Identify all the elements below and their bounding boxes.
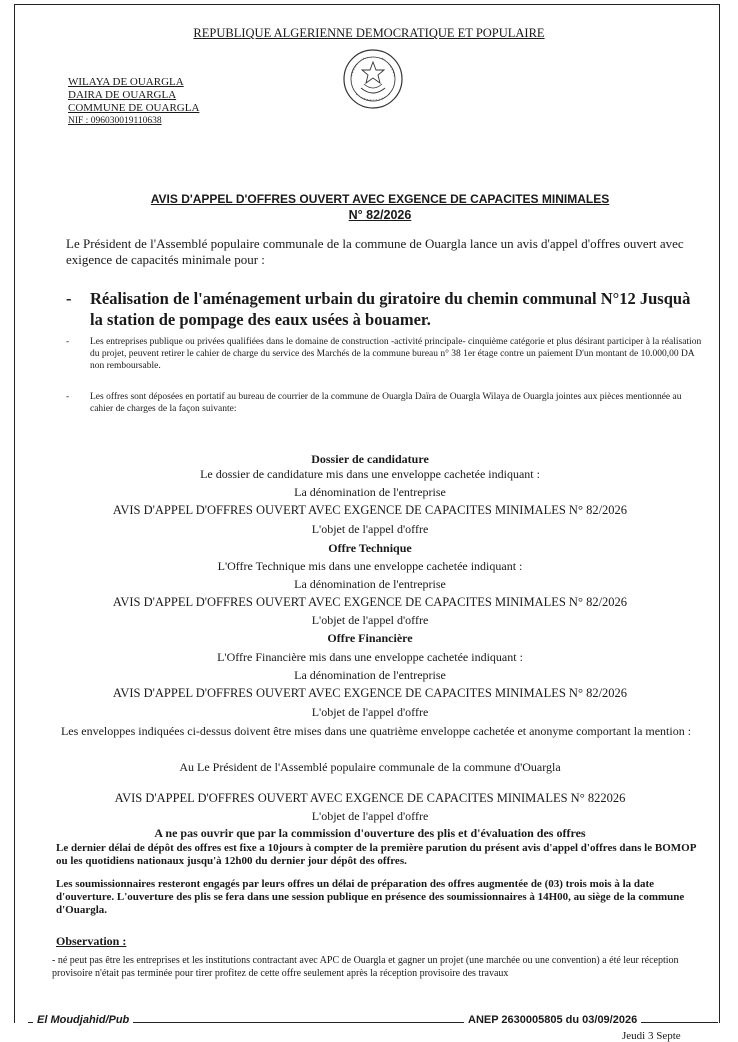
submission-text: - Les offres sont déposées en portatif au bureau de courrier de la commune de Ouargla Daïra de Ouargla Wilaya de Ouargla jointes aux pièces mentionnée au cahier de charges de la façon suivante: xyxy=(66,391,706,415)
financiere-line-4: L'objet de l'appel d'offre xyxy=(311,705,429,719)
financiere-line-1: L'Offre Financière mis dans une enveloppe cachetée indiquant : xyxy=(217,650,523,664)
envelope-line-3: AVIS D'APPEL D'OFFRES OUVERT AVEC EXGENCE DE CAPACITES MINIMALES N° 822026 xyxy=(114,791,626,805)
observation-title: Observation : xyxy=(56,934,127,948)
eligibility-item xyxy=(66,336,706,372)
financiere-line-3: AVIS D'APPEL D'OFFRES OUVERT AVEC EXGENCE DE CAPACITES MINIMALES N° 82/2026 xyxy=(112,686,628,700)
submission-item xyxy=(66,391,706,415)
wilaya-label: WILAYA DE OUARGLA xyxy=(68,76,184,88)
notice-title: AVIS D'APPEL D'OFFRES OUVERT AVEC EXGENCE DE CAPACITES MINIMALES xyxy=(150,192,610,206)
page-date-corner: Jeudi 3 Septe xyxy=(622,1030,681,1042)
observation-text: - né peut pas être les entreprises et les institutions contractant avec APC de Ouargla et gagner un projet (une marchée ou une convention) a été leur réception provisoire n'était pas terminée pour tirer profitez de cette offre seulement après la réception provisoire des travaux xyxy=(52,955,679,979)
envelope-line-1: Les enveloppes indiquées ci-dessus doivent être mises dans une quatrième enveloppe cachetée et anonyme comportant la mention : xyxy=(60,724,692,738)
eligibility-text: - Les entreprises publique ou privées qualifiées dans le domaine de construction -activité principale- cinquième catégorie et plus désirant participer à la réalisation du projet, peuvent retirer le cahier de charge du service des Marchés de la commune bureau n° 38 1er étage contre un paiement D'un montant de 10.000,00 DA non remboursable. xyxy=(66,336,706,372)
administration-block xyxy=(68,76,199,128)
dossier-line-4: L'objet de l'appel d'offre xyxy=(311,522,429,536)
envelope-line-5: A ne pas ouvrir que par la commission d'ouverture des plis et d'évaluation des offres xyxy=(154,826,586,840)
state-seal-icon xyxy=(342,48,404,110)
envelope-line-2: Au Le Président de l'Assemblé populaire communale de la commune d'Ouargla xyxy=(179,760,561,774)
notice-number: N° 82/2026 xyxy=(348,208,412,222)
dossier-line-3: AVIS D'APPEL D'OFFRES OUVERT AVEC EXGENCE DE CAPACITES MINIMALES N° 82/2026 xyxy=(112,503,628,517)
footer-anep: ANEP 2630005805 du 03/09/2026 xyxy=(464,1014,641,1026)
nif-label: NIF : 096030019110638 xyxy=(68,116,162,126)
technique-line-4: L'objet de l'appel d'offre xyxy=(311,613,429,627)
project-title xyxy=(66,288,706,330)
technique-line-3: AVIS D'APPEL D'OFFRES OUVERT AVEC EXGENCE DE CAPACITES MINIMALES N° 82/2026 xyxy=(112,595,628,609)
dossier-line-2: La dénomination de l'entreprise xyxy=(294,485,446,499)
dossier-title: Dossier de candidature xyxy=(311,452,429,466)
dossier-line-1: Le dossier de candidature mis dans une enveloppe cachetée indiquant : xyxy=(200,467,540,481)
commune-label: COMMUNE DE OUARGLA xyxy=(68,102,200,114)
daira-label: DAIRA DE OUARGLA xyxy=(68,89,177,101)
project-text: - Réalisation de l'aménagement urbain du giratoire du chemin communal N°12 Jusquà la station de pompage des eaux usées à bouamer. xyxy=(66,288,706,330)
deadline-paragraph: Le dernier délai de dépôt des offres est fixe a 10jours à compter de la première parution du présent avis d'appel d'offres dans le BOMOP ou les quotidiens nationaux jusqu'à 12h00 du dernier jour dépôt des offres. xyxy=(56,842,696,867)
technique-line-2: La dénomination de l'entreprise xyxy=(294,577,446,591)
financiere-title: Offre Financière xyxy=(327,631,413,645)
technique-line-1: L'Offre Technique mis dans une enveloppe cachetée indiquant : xyxy=(217,559,523,573)
republic-heading: REPUBLIQUE ALGERIENNE DEMOCRATIQUE ET POPULAIRE xyxy=(193,26,545,40)
notice-intro: Le Président de l'Assemblé populaire communale de la commune de Ouargla lance un avis d'appel d'offres ouvert avec exigence de capacités minimale pour : xyxy=(66,236,684,267)
technique-title: Offre Technique xyxy=(328,541,412,555)
footer-source: El Moudjahid/Pub xyxy=(33,1014,133,1026)
financiere-line-2: La dénomination de l'entreprise xyxy=(294,668,446,682)
envelope-line-4: L'objet de l'appel d'offre xyxy=(311,809,429,823)
engagement-paragraph: Les soumissionnaires resteront engagés par leurs offres un délai de préparation des offres augmentée de (03) trois mois à la date d'ouverture. L'ouverture des plis se fera dans une session publique en présence des soumissionnaires à 14H00, au siège de la commune d'Ouargla. xyxy=(56,878,685,916)
